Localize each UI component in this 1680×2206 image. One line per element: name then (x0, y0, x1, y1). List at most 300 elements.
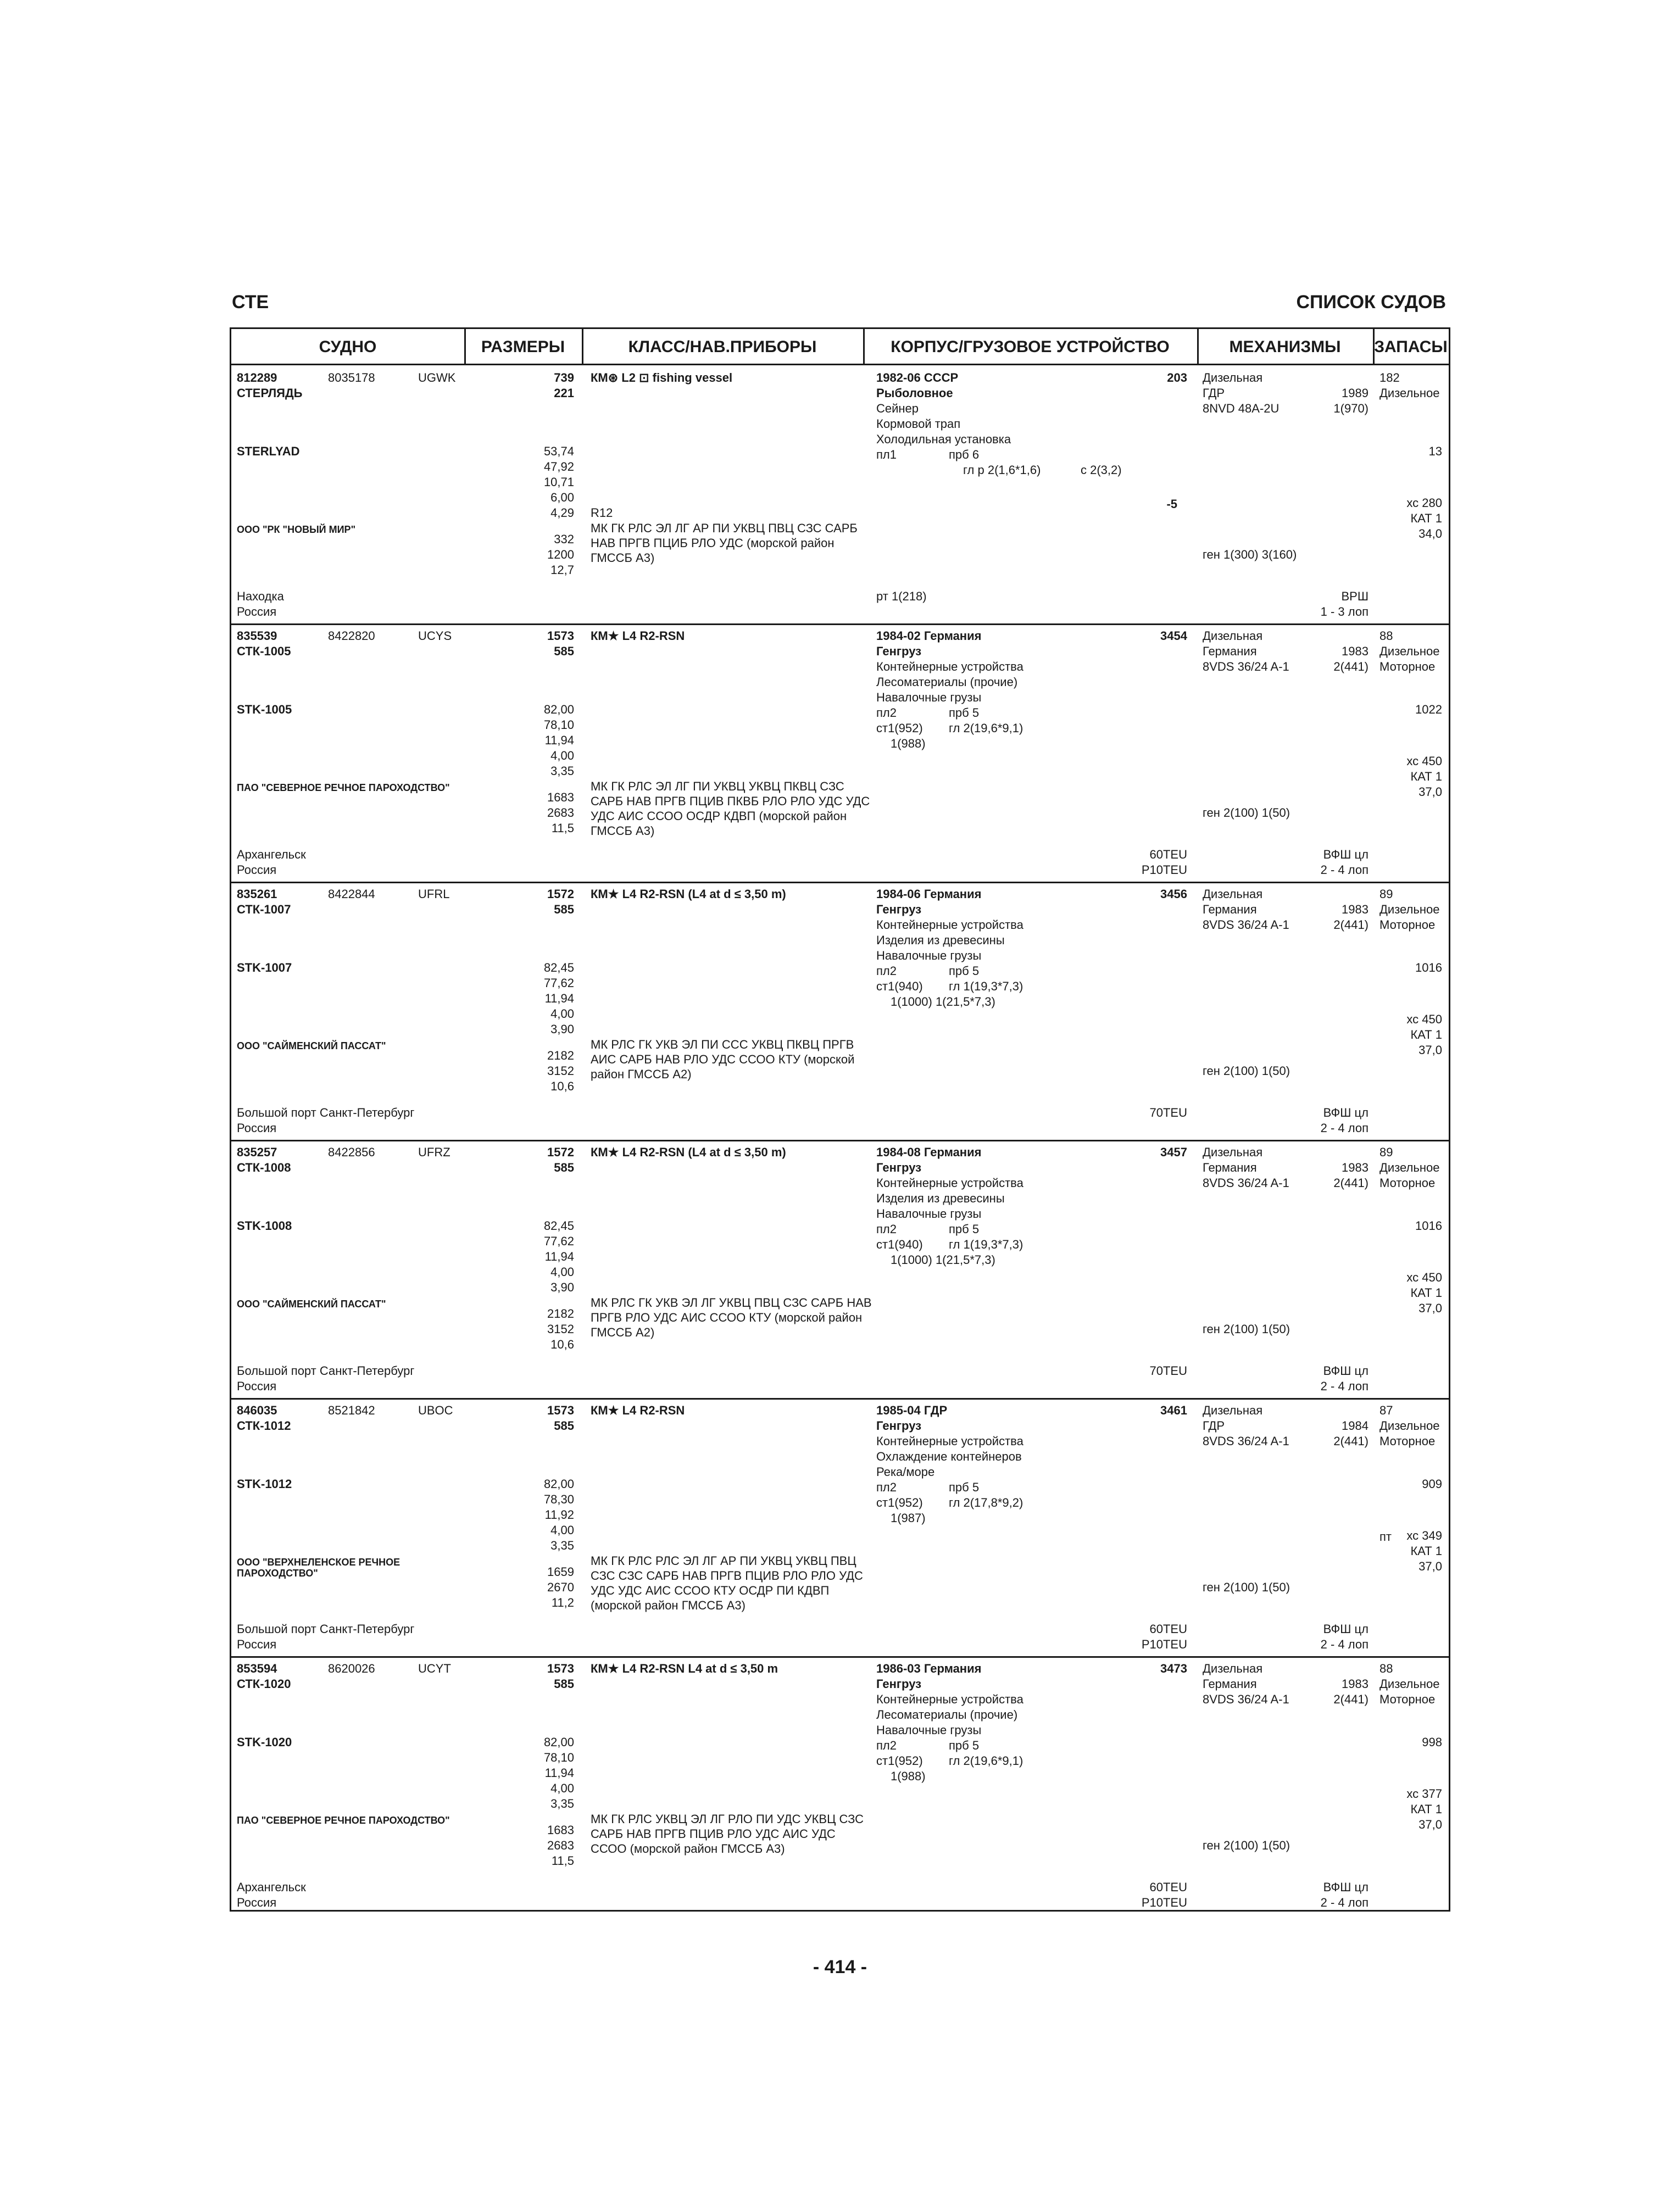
deadweight: 1659 (547, 1565, 574, 1579)
hull-feature: Кормовой трап (876, 417, 961, 431)
depth: 4,00 (550, 1007, 574, 1021)
hull-feature: Навалочные грузы (876, 690, 982, 704)
hold-capacity-2: 1(988) (891, 737, 926, 750)
hull-feature: Контейнерные устройства (876, 660, 1023, 673)
build-year-country: 1984-08 Германия (876, 1145, 982, 1159)
draught: 3,35 (550, 1797, 574, 1811)
crew-count: 89 (1379, 1145, 1393, 1159)
engine-model: 8VDS 36/24 A-1 (1203, 1692, 1289, 1706)
flag-country: Россия (237, 1637, 277, 1651)
class-extra: R12 (591, 506, 613, 520)
hold-capacity-2: 1(1000) 1(21,5*7,3) (891, 1253, 995, 1267)
registry-number: 835261 (237, 887, 277, 901)
home-port: Архангельск (237, 848, 306, 861)
hull-feature: Контейнерные устройства (876, 1434, 1023, 1448)
engine-power: 2(441) (1333, 1434, 1369, 1448)
refrigerant-category: КАТ 1 (1410, 770, 1442, 783)
fuel-capacity: 1016 (1415, 961, 1442, 974)
refrigerant-category: КАТ 1 (1410, 1028, 1442, 1041)
speed: 11,2 (551, 1596, 574, 1609)
breadth: 11,94 (544, 1766, 574, 1780)
gross-tonnage: 1573 (547, 1403, 574, 1417)
refrigerant: хс 450 (1406, 1271, 1442, 1284)
speed: 11,5 (551, 821, 574, 835)
depth: 4,00 (550, 749, 574, 762)
engine-type: Дизельная (1203, 1145, 1263, 1159)
ship-name: СТК-1020 (237, 1677, 291, 1691)
hull-number: 3456 (1160, 887, 1187, 901)
vessel-type: Генгруз (876, 903, 922, 916)
propeller-type: ВФШ цл (1323, 1364, 1369, 1378)
propeller-type: ВФШ цл (1323, 1880, 1369, 1894)
left-header: СТЕ (232, 292, 269, 313)
net-tonnage: 585 (554, 1161, 574, 1174)
fuel-type: Дизельное (1379, 386, 1440, 400)
net-tonnage: 585 (554, 1419, 574, 1433)
registry-number: 846035 (237, 1403, 277, 1417)
column-divider (863, 329, 865, 365)
breadth: 11,94 (544, 733, 574, 747)
nav-line: (морской район ГМССБ А3) (591, 1598, 746, 1612)
home-port: Находка (237, 589, 284, 603)
engine-country: ГДР (1203, 1419, 1225, 1433)
call-sign: UCYS (418, 629, 452, 643)
column-divider (582, 329, 583, 365)
hatch-size: гл 1(19,3*7,3) (949, 979, 1023, 993)
engine-power: 2(441) (1333, 918, 1369, 932)
deadweight: 1683 (547, 790, 574, 804)
nav-line: ГМССБ А3) (591, 551, 655, 565)
nav-line: ПРГВ РЛО УДС АИС ССОО КТУ (морской район (591, 1311, 863, 1324)
teu-capacity: 60TEU (1149, 1880, 1187, 1894)
length-pp: 47,92 (543, 460, 574, 473)
hull-feature: Холодильная установка (876, 432, 1011, 446)
imo-number: 8422856 (328, 1145, 375, 1159)
nav-line: САРБ НАВ ПРГВ ПЦИВ ПКВБ РЛО РЛО УДС УДС (591, 794, 870, 808)
engine-type: Дизельная (1203, 371, 1263, 385)
propeller-blades: 2 - 4 лоп (1320, 863, 1369, 877)
propeller-blades: 2 - 4 лоп (1320, 1121, 1369, 1135)
flag-country: Россия (237, 605, 277, 619)
nav-line: НАВ ПРГВ ПЦИБ РЛО УДС (морской район (591, 536, 835, 550)
supply-extra: пт (1379, 1530, 1392, 1544)
ship-owner: ПАО "СЕВЕРНОЕ РЕЧНОЕ ПАРОХОДСТВО" (237, 1815, 450, 1826)
hull-feature: Контейнерные устройства (876, 918, 1023, 932)
vessel-type: Генгруз (876, 1419, 922, 1433)
column-header-dimensions: РАЗМЕРЫ (464, 329, 582, 365)
bulkheads: прб 5 (949, 1739, 980, 1752)
bulkheads: прб 5 (949, 706, 980, 720)
nav-line: ГМССБ А2) (591, 1325, 655, 1339)
fuel-capacity: 13 (1428, 444, 1442, 458)
engine-country: Германия (1203, 903, 1257, 916)
home-port: Большой порт Санкт-Петербург (237, 1622, 415, 1636)
column-header-supplies: ЗАПАСЫ (1373, 329, 1449, 365)
teu-capacity: 70TEU (1149, 1106, 1187, 1119)
column-header-hull: КОРПУС/ГРУЗОВОЕ УСТРОЙСТВО (863, 329, 1197, 365)
hull-feature: Охлаждение контейнеров (876, 1450, 1022, 1463)
bulkheads: прб 5 (949, 964, 980, 978)
hatch-size: гл 2(19,6*9,1) (949, 721, 1023, 735)
ship-name-latin: STK-1005 (237, 703, 292, 716)
refrigerant-category: КАТ 1 (1410, 1286, 1442, 1300)
nav-line: СЗС СЗС САРБ НАВ ПРГВ ПЦИВ РЛО РЛО УДС (591, 1569, 863, 1583)
propeller-type: ВФШ цл (1323, 1106, 1369, 1119)
refrigerant-amount: 34,0 (1418, 527, 1442, 541)
nav-line: АИС САРБ НАВ РЛО УДС ССОО КТУ (морской (591, 1052, 855, 1066)
ship-name-latin: STK-1007 (237, 961, 292, 974)
engine-type: Дизельная (1203, 1662, 1263, 1675)
engine-year: 1984 (1342, 1419, 1369, 1433)
ship-owner: ПАО "СЕВЕРНОЕ РЕЧНОЕ ПАРОХОДСТВО" (237, 782, 450, 793)
row-divider (231, 1398, 1449, 1400)
displacement: 3152 (547, 1322, 574, 1336)
depth: 6,00 (550, 491, 574, 504)
build-year-country: 1985-04 ГДР (876, 1403, 948, 1417)
hull-number: 3454 (1160, 629, 1187, 643)
breadth: 11,92 (544, 1508, 574, 1522)
depth: 4,00 (550, 1265, 574, 1279)
length-overall: 82,45 (543, 961, 574, 974)
refrigerant: хс 450 (1406, 754, 1442, 768)
engine-country: Германия (1203, 1677, 1257, 1691)
engine-model: 8VDS 36/24 A-1 (1203, 1434, 1289, 1448)
length-pp: 77,62 (543, 1234, 574, 1248)
displacement: 2683 (547, 1839, 574, 1852)
refrigerant: хс 377 (1406, 1787, 1442, 1801)
nav-line: МК ГК РЛС УКВЦ ЭЛ ЛГ РЛО ПИ УДС УКВЦ СЗС (591, 1812, 864, 1826)
nav-line: МК ГК РЛС ЭЛ ЛГ ПИ УКВЦ УКВЦ ПКВЦ СЗС (591, 779, 844, 793)
cargo-hatch: гл р 2(1,6*1,6) (963, 463, 1041, 477)
ship-owner: ООО "РК "НОВЫЙ МИР" (237, 524, 356, 535)
registry-number: 835257 (237, 1145, 277, 1159)
engine-power: 2(441) (1333, 660, 1369, 673)
class-notation: КМ★ L4 R2-RSN (L4 at d ≤ 3,50 m) (591, 887, 786, 901)
imo-number: 8620026 (328, 1662, 375, 1675)
engine-model: 8VDS 36/24 A-1 (1203, 1176, 1289, 1190)
ship-entry (231, 625, 1449, 881)
right-header: СПИСОК СУДОВ (1296, 292, 1446, 313)
column-header-machinery: МЕХАНИЗМЫ (1197, 329, 1373, 365)
call-sign: UBOC (418, 1403, 453, 1417)
deadweight: 2182 (547, 1049, 574, 1062)
hatch-size: гл 2(17,8*9,2) (949, 1496, 1023, 1509)
crew-count: 87 (1379, 1403, 1393, 1417)
speed: 10,6 (550, 1338, 574, 1351)
engine-country: Германия (1203, 1161, 1257, 1174)
refrigerant-category: КАТ 1 (1410, 1802, 1442, 1816)
net-tonnage: 585 (554, 1677, 574, 1691)
ship-entry (231, 367, 1449, 623)
registry-number: 853594 (237, 1662, 277, 1675)
home-port: Архангельск (237, 1880, 306, 1894)
hull-feature: Контейнерные устройства (876, 1176, 1023, 1190)
teu-capacity: 70TEU (1149, 1364, 1187, 1378)
nav-line: МК ГК РЛС РЛС ЭЛ ЛГ АР ПИ УКВЦ УКВЦ ПВЦ (591, 1554, 856, 1568)
imo-number: 8521842 (328, 1403, 375, 1417)
engine-type: Дизельная (1203, 629, 1263, 643)
hull-feature: Лесоматериалы (прочие) (876, 675, 1018, 689)
cargo-gear: с 2(3,2) (1081, 463, 1122, 477)
imo-number: 8035178 (328, 371, 375, 385)
refrigerant-amount: 37,0 (1418, 1818, 1442, 1831)
refrigerant-amount: 37,0 (1418, 1043, 1442, 1057)
refrigerant-amount: 37,0 (1418, 1301, 1442, 1315)
refrigerant-amount: 37,0 (1418, 785, 1442, 799)
length-pp: 77,62 (543, 976, 574, 990)
column-header-class: КЛАСС/НАВ.ПРИБОРЫ (582, 329, 863, 365)
class-notation: КМ★ L4 R2-RSN L4 at d ≤ 3,50 m (591, 1662, 778, 1675)
call-sign: UFRZ (418, 1145, 450, 1159)
build-year-country: 1984-06 Германия (876, 887, 982, 901)
hold-capacity-2: 1(1000) 1(21,5*7,3) (891, 995, 995, 1009)
teu-capacity-reefer: P10TEU (1141, 863, 1187, 877)
hull-extra: -5 (1166, 497, 1177, 511)
oil-type: Моторное (1379, 1692, 1436, 1706)
fuel-type: Дизельное (1379, 903, 1440, 916)
generators: ген 2(100) 1(50) (1203, 806, 1290, 820)
draught: 3,35 (550, 764, 574, 778)
class-notation: КМ★ L4 R2-RSN (591, 629, 685, 643)
crew-count: 88 (1379, 629, 1393, 643)
registry-number: 812289 (237, 371, 277, 385)
row-divider (231, 623, 1449, 625)
generators: ген 1(300) 3(160) (1203, 548, 1297, 561)
generators: ген 2(100) 1(50) (1203, 1322, 1290, 1336)
speed: 11,5 (551, 1854, 574, 1868)
fuel-capacity: 1016 (1415, 1219, 1442, 1233)
displacement: 1200 (547, 548, 574, 561)
engine-model: 8VDS 36/24 A-1 (1203, 918, 1289, 932)
ship-name: СТК-1005 (237, 644, 291, 658)
engine-year: 1983 (1342, 1161, 1369, 1174)
home-port: Большой порт Санкт-Петербург (237, 1106, 415, 1119)
hull-number: 3457 (1160, 1145, 1187, 1159)
bulkheads: прб 5 (949, 1480, 980, 1494)
hull-feature: Навалочные грузы (876, 1723, 982, 1737)
hold-capacity: ст1(940) (876, 1238, 923, 1251)
imo-number: 8422820 (328, 629, 375, 643)
gross-tonnage: 1573 (547, 1662, 574, 1675)
draught: 3,90 (550, 1280, 574, 1294)
hold-capacity-2: 1(987) (891, 1511, 926, 1525)
vessel-type: Генгруз (876, 1161, 922, 1174)
deadweight: 2182 (547, 1307, 574, 1321)
ship-entry (231, 883, 1449, 1139)
generators: ген 2(100) 1(50) (1203, 1839, 1290, 1852)
fuel-type: Дизельное (1379, 1161, 1440, 1174)
build-year-country: 1986-03 Германия (876, 1662, 982, 1675)
refrigerant-amount: 37,0 (1418, 1559, 1442, 1573)
nav-line: МК РЛС ГК УКВ ЭЛ ЛГ УКВЦ ПВЦ СЗС САРБ НАВ (591, 1296, 872, 1310)
refrigerant: хс 349 (1406, 1529, 1442, 1542)
length-overall: 82,00 (543, 1477, 574, 1491)
ship-entry (231, 1400, 1449, 1656)
engine-power: 2(441) (1333, 1692, 1369, 1706)
hull-feature: Контейнерные устройства (876, 1692, 1023, 1706)
propeller-type: ВРШ (1341, 589, 1369, 603)
oil-type: Моторное (1379, 660, 1436, 673)
flag-country: Россия (237, 863, 277, 877)
column-divider (1197, 329, 1199, 365)
ship-name-latin: STK-1012 (237, 1477, 292, 1491)
propeller-type: ВФШ цл (1323, 1622, 1369, 1636)
ship-entry (231, 1658, 1449, 1914)
deck-count: пл2 (876, 964, 897, 978)
nav-line: ГМССБ А3) (591, 824, 655, 838)
row-divider (231, 1140, 1449, 1141)
vessel-type: Генгруз (876, 1677, 922, 1691)
ship-name: СТК-1007 (237, 903, 291, 916)
gross-tonnage: 1573 (547, 629, 574, 643)
engine-power: 1(970) (1333, 402, 1369, 415)
propeller-type: ВФШ цл (1323, 848, 1369, 861)
generators: ген 2(100) 1(50) (1203, 1580, 1290, 1594)
nav-line: МК РЛС ГК УКВ ЭЛ ПИ ССС УКВЦ ПКВЦ ПРГВ (591, 1038, 854, 1051)
refrigerant: хс 280 (1406, 496, 1442, 510)
engine-country: ГДР (1203, 386, 1225, 400)
call-sign: UGWK (418, 371, 456, 385)
length-pp: 78,10 (543, 718, 574, 732)
call-sign: UCYT (418, 1662, 451, 1675)
class-notation: КМ★ L4 R2-RSN (L4 at d ≤ 3,50 m) (591, 1145, 786, 1159)
length-overall: 53,74 (543, 444, 574, 458)
ship-owner: ООО "САЙМЕНСКИЙ ПАССАТ" (237, 1040, 386, 1051)
hull-feature: Лесоматериалы (прочие) (876, 1708, 1018, 1722)
deck-count: пл2 (876, 706, 897, 720)
deck-count: пл2 (876, 1222, 897, 1236)
vessel-type: Генгруз (876, 644, 922, 658)
hull-feature: Изделия из древесины (876, 933, 1005, 947)
gross-tonnage: 1572 (547, 887, 574, 901)
hull-feature: Навалочные грузы (876, 1207, 982, 1221)
column-header-ship: СУДНО (231, 329, 464, 365)
hull-number: 203 (1167, 371, 1187, 385)
teu-capacity-reefer: P10TEU (1141, 1637, 1187, 1651)
draught: 3,90 (550, 1022, 574, 1036)
ship-list-table (230, 327, 1450, 1912)
propeller-blades: 1 - 3 лоп (1320, 605, 1369, 619)
hatch-size: гл 2(19,6*9,1) (949, 1754, 1023, 1768)
engine-model: 8VDS 36/24 A-1 (1203, 660, 1289, 673)
engine-year: 1989 (1342, 386, 1369, 400)
vessel-type: Рыболовное (876, 386, 953, 400)
breadth: 11,94 (544, 991, 574, 1005)
page-number: - 414 - (813, 1957, 867, 1977)
crew-count: 182 (1379, 371, 1400, 385)
displacement: 3152 (547, 1064, 574, 1078)
engine-year: 1983 (1342, 1677, 1369, 1691)
imo-number: 8422844 (328, 887, 375, 901)
nav-line: УДС АИС ССОО ОСДР КДВП (морской район (591, 809, 847, 823)
speed: 10,6 (550, 1079, 574, 1093)
deadweight: 1683 (547, 1823, 574, 1837)
class-notation: КМ⊛ L2 ⊡ fishing vessel (591, 371, 733, 385)
deck-count: пл1 (876, 448, 897, 461)
engine-model: 8NVD 48A-2U (1203, 402, 1280, 415)
bulkheads: прб 6 (949, 448, 980, 461)
hull-feature: Река/море (876, 1465, 935, 1479)
hold-capacity: ст1(952) (876, 1754, 923, 1768)
engine-country: Германия (1203, 644, 1257, 658)
engine-year: 1983 (1342, 644, 1369, 658)
breadth: 11,94 (544, 1250, 574, 1263)
length-overall: 82,00 (543, 1735, 574, 1749)
nav-line: район ГМССБ А2) (591, 1067, 692, 1081)
propeller-blades: 2 - 4 лоп (1320, 1637, 1369, 1651)
flag-country: Россия (237, 1896, 277, 1909)
hull-number: 3473 (1160, 1662, 1187, 1675)
length-pp: 78,30 (543, 1492, 574, 1506)
fuel-type: Дизельное (1379, 644, 1440, 658)
nav-line: ССОО (морской район ГМССБ А3) (591, 1842, 785, 1856)
home-port: Большой порт Санкт-Петербург (237, 1364, 415, 1378)
deck-count: пл2 (876, 1739, 897, 1752)
nav-line: МК ГК РЛС ЭЛ ЛГ АР ПИ УКВЦ ПВЦ СЗС САРБ (591, 521, 858, 535)
build-year-country: 1982-06 СССР (876, 371, 959, 385)
hull-feature: Изделия из древесины (876, 1191, 1005, 1205)
hold-capacity: ст1(952) (876, 1496, 923, 1509)
ship-name-latin: STK-1008 (237, 1219, 292, 1233)
hull-feature: Навалочные грузы (876, 949, 982, 962)
fuel-type: Дизельное (1379, 1419, 1440, 1433)
call-sign: UFRL (418, 887, 450, 901)
draught: 3,35 (550, 1539, 574, 1552)
teu-capacity: 60TEU (1149, 848, 1187, 861)
net-tonnage: 585 (554, 903, 574, 916)
hold-capacity: ст1(940) (876, 979, 923, 993)
crew-count: 88 (1379, 1662, 1393, 1675)
propeller-blades: 2 - 4 лоп (1320, 1379, 1369, 1393)
teu-capacity-reefer: P10TEU (1141, 1896, 1187, 1909)
ship-entry (231, 1141, 1449, 1397)
ship-name: СТК-1012 (237, 1419, 291, 1433)
deck-count: пл2 (876, 1480, 897, 1494)
nav-line: УДС УДС АИС ССОО КТУ ОСДР ПИ КДВП (591, 1584, 830, 1597)
flag-country: Россия (237, 1379, 277, 1393)
gross-tonnage: 739 (554, 371, 574, 385)
depth: 4,00 (550, 1781, 574, 1795)
ship-owner: ООО "ВЕРХНЕЛЕНСКОЕ РЕЧНОЕ ПАРОХОДСТВО" (237, 1557, 400, 1579)
ship-name: СТЕРЛЯДЬ (237, 386, 303, 400)
engine-year: 1983 (1342, 903, 1369, 916)
length-pp: 78,10 (543, 1751, 574, 1764)
speed: 12,7 (550, 563, 574, 577)
hull-feature: Сейнер (876, 402, 919, 415)
row-divider (231, 882, 1449, 883)
generators: ген 2(100) 1(50) (1203, 1064, 1290, 1078)
engine-power: 2(441) (1333, 1176, 1369, 1190)
class-notation: КМ★ L4 R2-RSN (591, 1403, 685, 1417)
ship-name-latin: STERLYAD (237, 444, 300, 458)
fuel-capacity: 998 (1422, 1735, 1442, 1749)
teu-capacity: 60TEU (1149, 1622, 1187, 1636)
hold-capacity-2: 1(988) (891, 1769, 926, 1783)
refrigerant-category: КАТ 1 (1410, 511, 1442, 525)
row-divider (231, 1656, 1449, 1658)
ship-name: СТК-1008 (237, 1161, 291, 1174)
breadth: 10,71 (543, 475, 574, 489)
deadweight: 332 (554, 532, 574, 546)
column-divider (1373, 329, 1375, 365)
ship-owner: ООО "САЙМЕНСКИЙ ПАССАТ" (237, 1299, 386, 1310)
hatch-size: гл 1(19,3*7,3) (949, 1238, 1023, 1251)
draught: 4,29 (550, 506, 574, 520)
hull-number: 3461 (1160, 1403, 1187, 1417)
displacement: 2670 (547, 1580, 574, 1594)
gross-tonnage: 1572 (547, 1145, 574, 1159)
refrigerated-hold: рт 1(218) (876, 589, 927, 603)
